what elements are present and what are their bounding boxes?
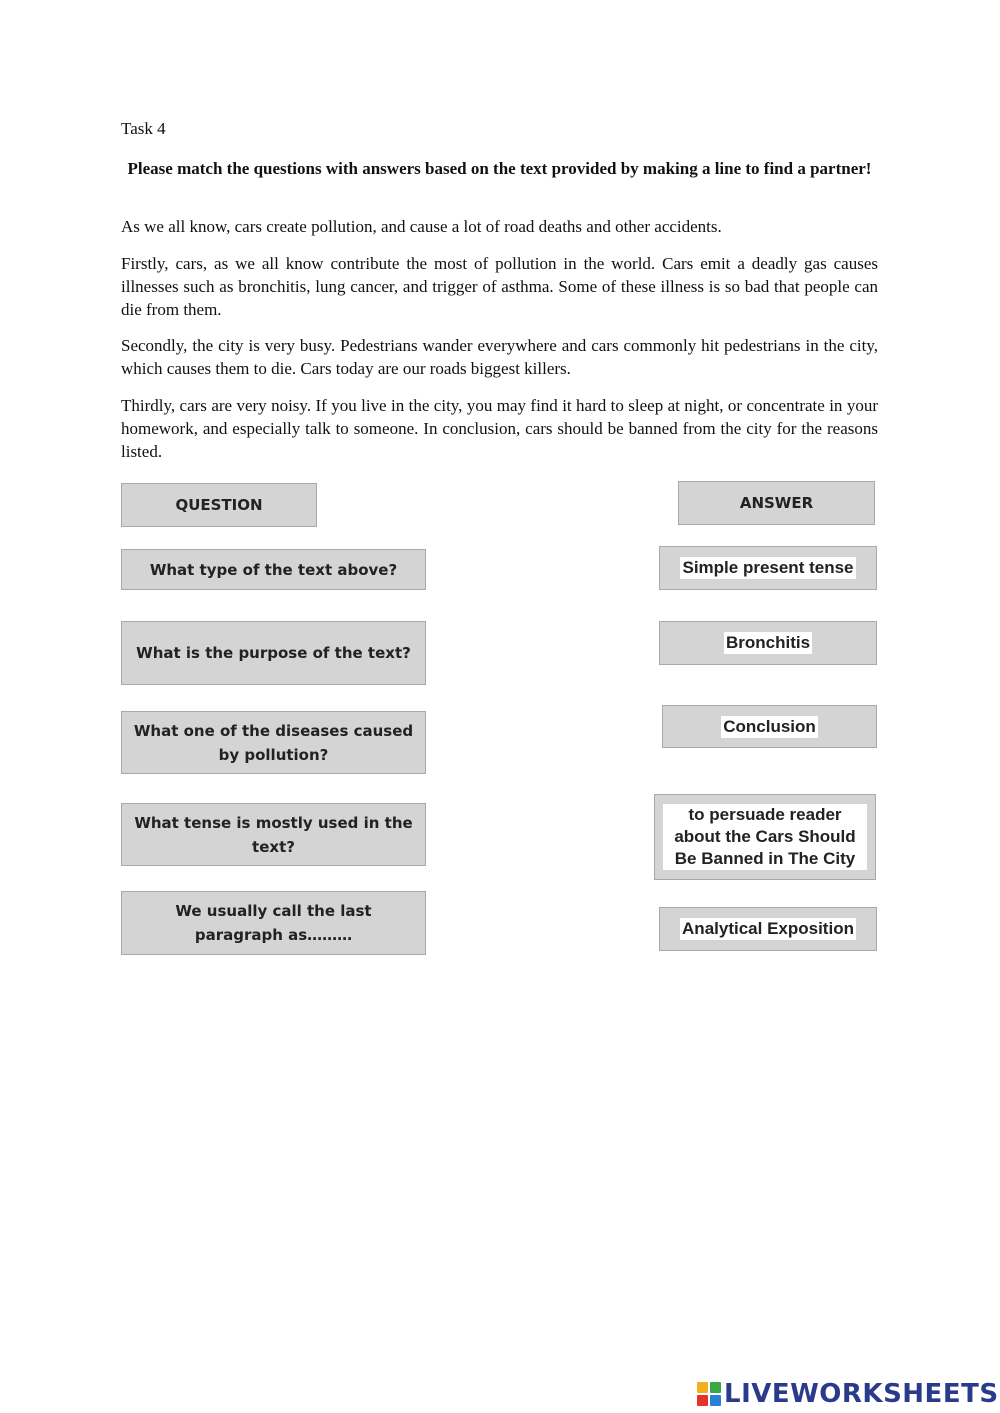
question-box-3[interactable]: What one of the diseases caused by pollution? [121,711,426,774]
answer-box-3[interactable] [662,705,877,748]
answer-text-2: Bronchitis [725,633,811,652]
paragraph-secondly: Secondly, the city is very busy. Pedestrians wander everywhere and cars commonly hit pedestrians in the city, which causes them to die. Cars today are our roads biggest killers. [121,336,878,378]
liveworksheets-logo-icon [697,1382,721,1406]
logo-square [710,1382,721,1393]
answer-box-2[interactable] [659,621,877,665]
answer-text-3: Conclusion [723,716,816,736]
answer-text-4: to persuade reader about the Cars Should Be Banned in The City [663,804,867,870]
task-label: Task 4 [121,119,166,138]
question-box-4[interactable]: What tense is mostly used in the text? [121,803,426,866]
question-header: QUESTION [121,483,317,527]
answer-box-4[interactable] [654,794,876,880]
question-box-1[interactable]: What type of the text above? [121,549,426,590]
logo-square [697,1395,708,1406]
paragraph-intro: As we all know, cars create pollution, and cause a lot of road deaths and other accidents. [121,217,722,236]
liveworksheets-logo [697,1377,999,1411]
paragraph-thirdly: Thirdly, cars are very noisy. If you live in the city, you may find it hard to sleep at night, or concentrate in your homework, and especially talk to someone. In conclusion, cars should be banned from the city for the reasons listed. [121,396,878,461]
logo-text: LIVEWORKSHEETS [724,1379,999,1409]
logo-square [710,1395,721,1406]
answer-box-5[interactable] [659,907,877,951]
paragraph-firstly: Firstly, cars, as we all know contribute the most of pollution in the world. Cars emit a deadly gas causes illnesses such as bronchitis, lung cancer, and trigger of asthma. Some of these illness is so bad that people can die from them. [121,254,878,319]
answer-box-1[interactable] [659,546,877,590]
instruction-heading: Please match the questions with answers based on the text provided by making a line to find a partner! [127,159,872,178]
answer-header: ANSWER [678,481,875,525]
question-box-2[interactable]: What is the purpose of the text? [121,621,426,685]
answer-text-1: Simple present tense [682,558,854,577]
logo-square [697,1382,708,1393]
question-box-5[interactable]: We usually call the last paragraph as……… [121,891,426,955]
answer-text-5: Analytical Exposition [682,919,854,938]
